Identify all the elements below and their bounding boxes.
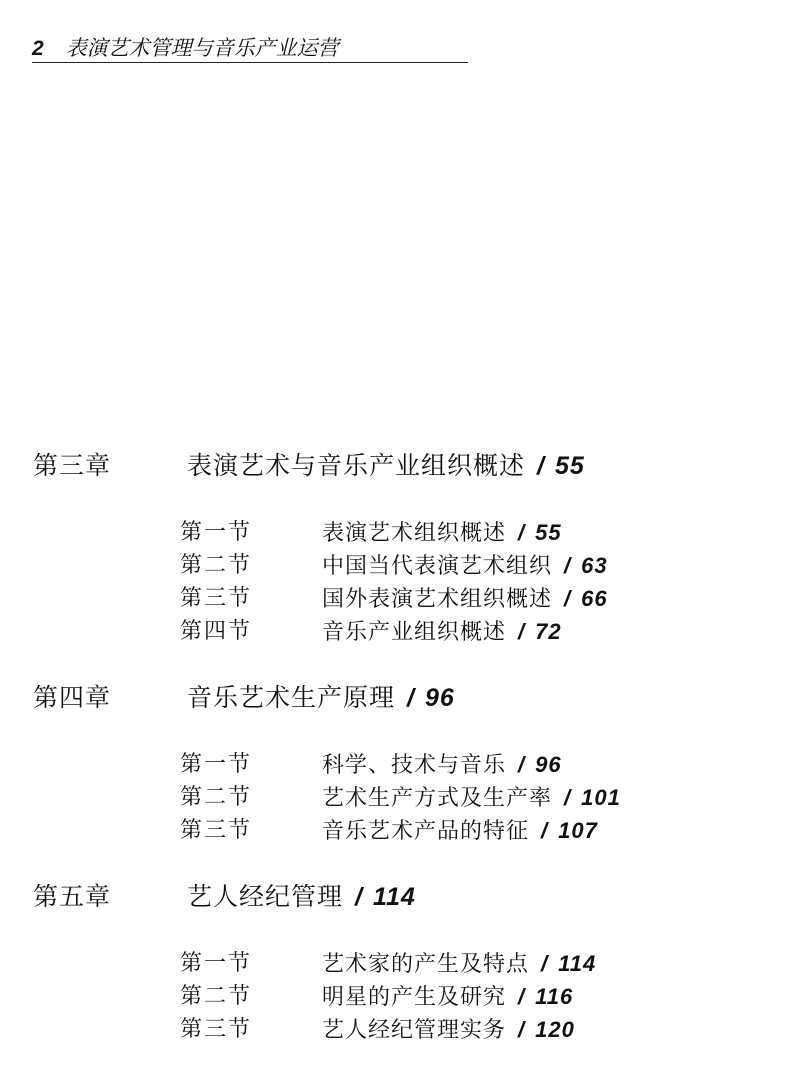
- toc-section[interactable]: [0, 615, 790, 648]
- header-book-title: 表演艺术管理与音乐产业运营: [65, 36, 339, 60]
- section-page: 116: [535, 984, 574, 1009]
- page-separator: /: [518, 752, 526, 777]
- toc-section[interactable]: [0, 748, 790, 781]
- toc-chapter-4[interactable]: [0, 682, 790, 714]
- chapter-5-sections: [0, 947, 790, 1046]
- section-number: 第三节: [180, 586, 253, 611]
- section-title: 明星的产生及研究: [322, 985, 507, 1010]
- running-header: [32, 34, 468, 63]
- page-separator: /: [541, 818, 549, 843]
- chapter-page: 96: [424, 684, 455, 712]
- toc-section[interactable]: [0, 814, 790, 847]
- toc-section[interactable]: [0, 549, 790, 582]
- toc-section[interactable]: [0, 516, 790, 549]
- chapter-title: 音乐艺术生产原理: [187, 683, 396, 712]
- page-separator: /: [564, 586, 572, 611]
- chapter-page: 114: [372, 883, 416, 911]
- section-title: 国外表演艺术组织概述: [322, 587, 553, 612]
- section-page: 63: [581, 553, 608, 578]
- section-number: 第一节: [180, 951, 253, 976]
- section-title: 艺术家的产生及特点: [322, 952, 530, 977]
- section-title: 艺术生产方式及生产率: [322, 786, 553, 811]
- chapter-3-sections: [0, 516, 790, 648]
- chapter-number: 第五章: [33, 882, 112, 911]
- page-separator: /: [518, 520, 526, 545]
- chapter-title: 艺人经纪管理: [187, 882, 344, 911]
- toc-section[interactable]: [0, 781, 790, 814]
- chapter-title: 表演艺术与音乐产业组织概述: [187, 451, 526, 480]
- page-separator: /: [564, 785, 572, 810]
- section-number: 第二节: [180, 553, 253, 578]
- section-title: 中国当代表演艺术组织: [322, 554, 553, 579]
- section-page: 101: [581, 785, 621, 810]
- section-number: 第一节: [180, 520, 253, 545]
- section-number: 第三节: [180, 1017, 253, 1042]
- page-separator: /: [518, 984, 526, 1009]
- section-number: 第二节: [180, 984, 253, 1009]
- section-page: 66: [581, 586, 608, 611]
- toc-chapter-3[interactable]: [0, 450, 790, 482]
- toc-chapter-5[interactable]: [0, 881, 790, 913]
- section-page: 107: [558, 818, 598, 843]
- section-page: 72: [535, 619, 562, 644]
- page-separator: /: [564, 553, 572, 578]
- section-number: 第三节: [180, 818, 253, 843]
- chapter-number: 第三章: [33, 451, 112, 480]
- table-of-contents: [0, 450, 790, 1046]
- section-page: 96: [535, 752, 562, 777]
- chapter-page: 55: [554, 452, 585, 480]
- section-number: 第一节: [180, 752, 253, 777]
- section-title: 科学、技术与音乐: [322, 753, 507, 778]
- spacer: [0, 648, 790, 682]
- section-title: 音乐产业组织概述: [322, 620, 507, 645]
- chapter-4-sections: [0, 748, 790, 847]
- section-title: 表演艺术组织概述: [322, 521, 507, 546]
- page-separator: /: [355, 883, 363, 911]
- page-separator: /: [518, 619, 526, 644]
- page-separator: /: [537, 452, 545, 480]
- section-number: 第四节: [180, 619, 253, 644]
- toc-section[interactable]: [0, 582, 790, 615]
- spacer: [0, 847, 790, 881]
- toc-section[interactable]: [0, 1013, 790, 1046]
- section-title: 音乐艺术产品的特征: [322, 819, 530, 844]
- section-number: 第二节: [180, 785, 253, 810]
- page-separator: /: [541, 951, 549, 976]
- header-page-number: 2: [32, 37, 44, 60]
- chapter-number: 第四章: [33, 683, 112, 712]
- page-separator: /: [407, 684, 415, 712]
- section-page: 55: [535, 520, 562, 545]
- section-title: 艺人经纪管理实务: [322, 1018, 507, 1043]
- toc-section[interactable]: [0, 980, 790, 1013]
- section-page: 114: [558, 951, 597, 976]
- page-separator: /: [518, 1017, 526, 1042]
- section-page: 120: [535, 1017, 575, 1042]
- toc-section[interactable]: [0, 947, 790, 980]
